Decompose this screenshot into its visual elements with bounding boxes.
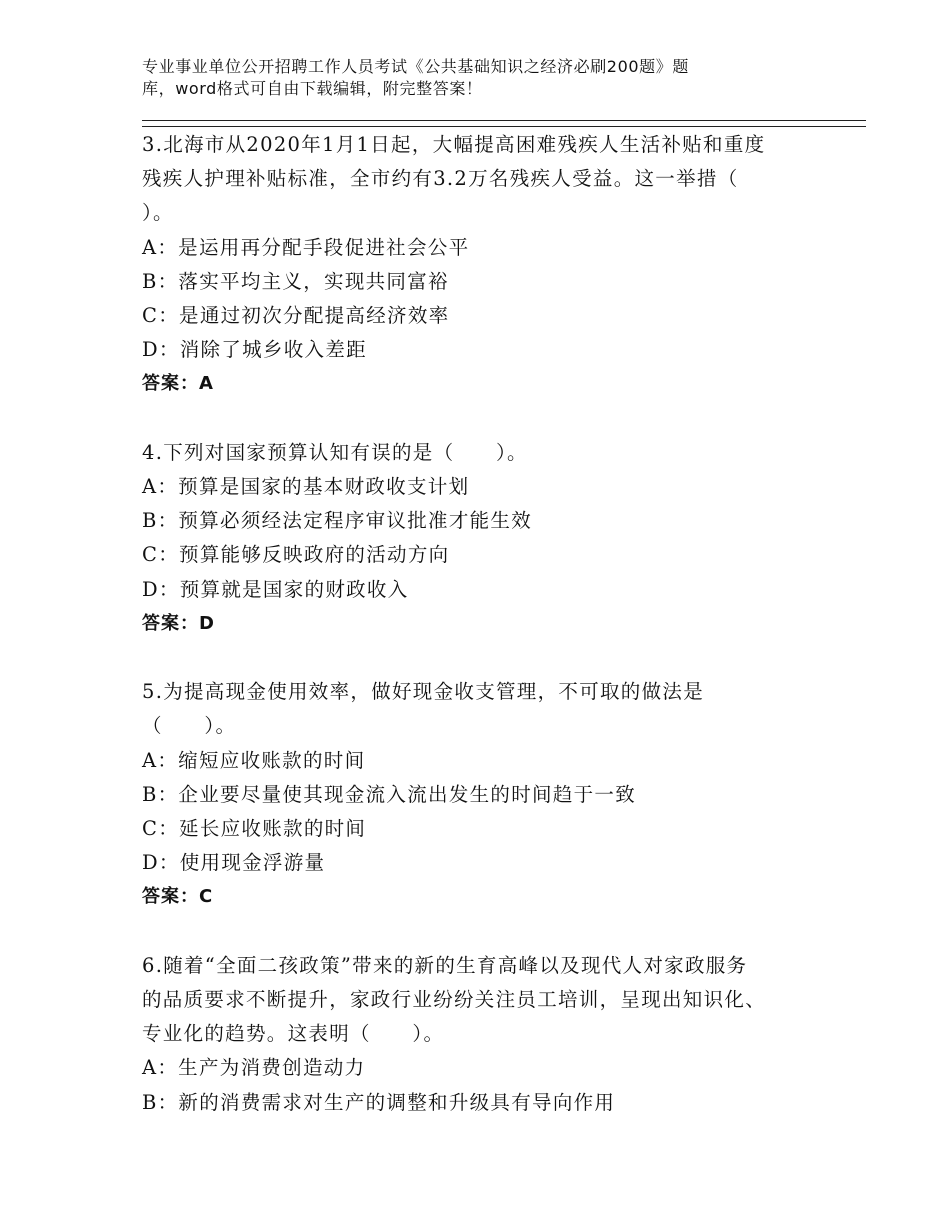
- option-d: D：预算就是国家的财政收入: [142, 577, 409, 601]
- option-c: C：是通过初次分配提高经济效率: [142, 304, 450, 328]
- header-double-rule: [142, 120, 866, 127]
- option-b: B：落实平均主义，实现共同富裕: [142, 269, 449, 293]
- question-4: [142, 436, 822, 641]
- option-d: D：使用现金浮游量: [142, 851, 326, 875]
- question-text-line: 4.下列对国家预算认知有误的是（ ）。: [142, 440, 528, 464]
- question-3: [142, 128, 822, 402]
- question-text-line: 6.随着“全面二孩政策”带来的新的生育高峰以及现代人对家政服务: [142, 953, 748, 977]
- answer-label: 答案：C: [142, 886, 214, 908]
- option-d: D：消除了城乡收入差距: [142, 338, 367, 362]
- spacer: [142, 402, 822, 436]
- question-text-line: （ ）。: [142, 714, 237, 738]
- question-text-line: 3.北海市从2020年1月1日起，大幅提高困难残疾人生活补贴和重度: [142, 133, 766, 156]
- question-5: [142, 675, 822, 914]
- answer-label: 答案：A: [142, 373, 214, 395]
- option-a: A：预算是国家的基本财政收支计划: [142, 475, 470, 499]
- option-b: B：企业要尽量使其现金流入流出发生的时间趋于一致: [142, 782, 637, 806]
- question-text-line: 残疾人护理补贴标准，全市约有3.2万名残疾人受益。这一举措（: [142, 167, 739, 191]
- question-6: [142, 949, 822, 1120]
- header-line-2: 库，word格式可自由下载编辑，附完整答案！: [142, 79, 483, 98]
- option-a: A：生产为消费创造动力: [142, 1056, 366, 1080]
- header-line-1: 专业事业单位公开招聘工作人员考试《公共基础知识之经济必刷200题》题: [142, 57, 689, 76]
- option-a: A：缩短应收账款的时间: [142, 748, 366, 772]
- spacer: [142, 641, 822, 675]
- option-c: C：预算能够反映政府的活动方向: [142, 543, 450, 567]
- option-b: B：新的消费需求对生产的调整和升级具有导向作用: [142, 1090, 616, 1114]
- option-c: C：延长应收账款的时间: [142, 817, 367, 841]
- spacer: [142, 915, 822, 949]
- question-text-line: ）。: [142, 201, 174, 225]
- question-list: [142, 128, 822, 1120]
- document-header: [142, 56, 782, 100]
- option-a: A：是运用再分配手段促进社会公平: [142, 235, 470, 259]
- answer-label: 答案：D: [142, 612, 215, 634]
- question-text-line: 的品质要求不断提升，家政行业纷纷关注员工培训，呈现出知识化、: [142, 988, 767, 1012]
- option-b: B：预算必须经法定程序审议批准才能生效: [142, 509, 533, 533]
- question-text-line: 专业化的趋势。这表明（ ）。: [142, 1022, 445, 1046]
- question-text-line: 5.为提高现金使用效率，做好现金收支管理，不可取的做法是: [142, 680, 705, 704]
